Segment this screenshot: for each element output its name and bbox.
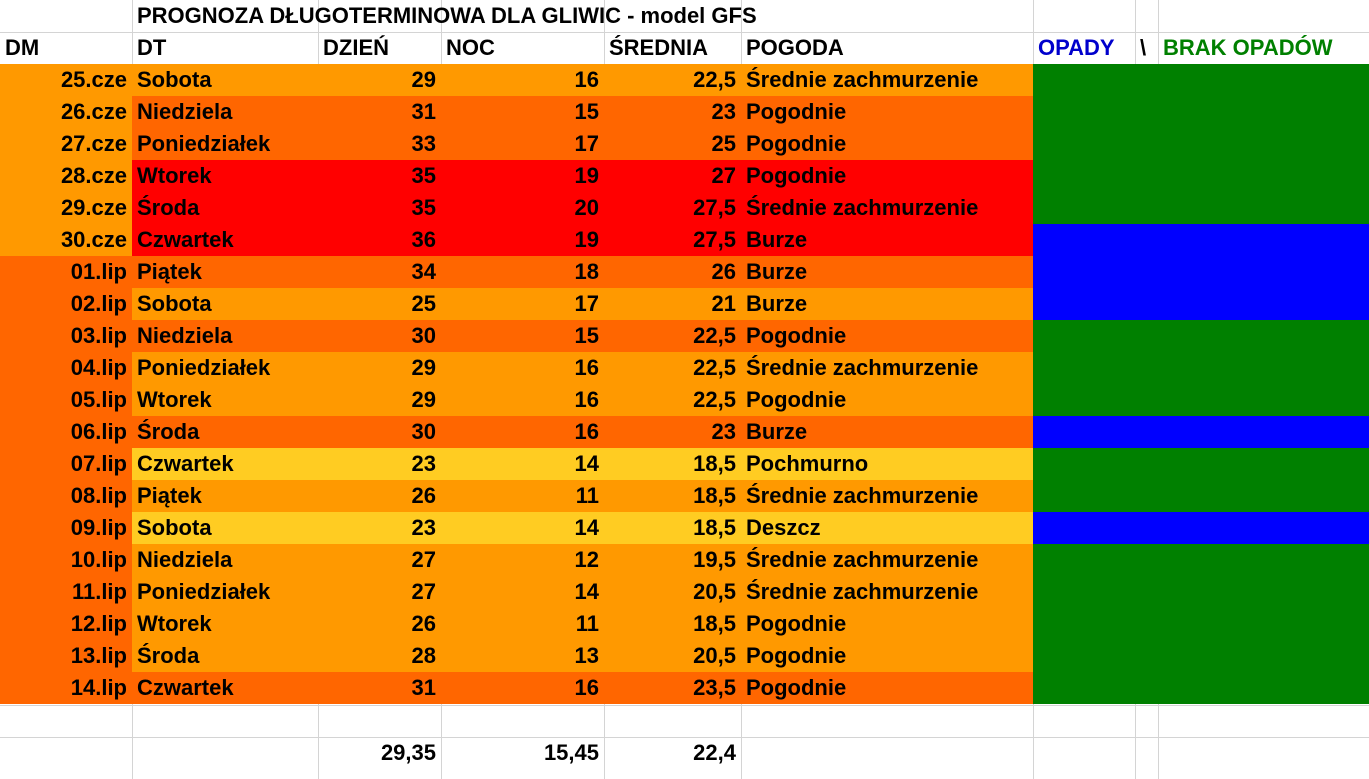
row-date[interactable]: 05.lip (70, 387, 127, 412)
row-average-temp[interactable]: 23,5 (693, 675, 736, 700)
row-weekday[interactable]: Poniedziałek (137, 355, 271, 380)
header-dt[interactable]: DT (137, 35, 167, 60)
row-day-temp[interactable]: 36 (411, 227, 436, 252)
row-day-temp[interactable]: 25 (411, 291, 436, 316)
row-average-temp[interactable]: 20,5 (693, 579, 736, 604)
row-weather[interactable]: Średnie zachmurzenie (746, 579, 979, 604)
row-night-temp[interactable]: 16 (574, 67, 599, 92)
header-no-rain[interactable]: BRAK OPADÓW (1163, 35, 1333, 60)
grid-hline (0, 705, 1369, 706)
row-weekday[interactable]: Niedziela (137, 323, 233, 348)
no-rain-marker (1033, 64, 1369, 96)
total-average[interactable]: 22,4 (693, 740, 736, 765)
total-day[interactable]: 29,35 (380, 740, 436, 765)
row-day-temp[interactable]: 34 (411, 259, 436, 284)
header-night[interactable]: NOC (446, 35, 495, 60)
row-average-temp[interactable]: 19,5 (693, 547, 736, 572)
row-average-temp[interactable]: 21 (711, 291, 736, 316)
row-night-temp[interactable]: 16 (574, 675, 599, 700)
row-night-temp[interactable]: 14 (574, 579, 599, 604)
row-day-temp[interactable]: 26 (411, 611, 436, 636)
header-dm[interactable]: DM (5, 35, 40, 60)
row-weather[interactable]: Pogodnie (746, 611, 847, 636)
row-weather[interactable]: Pogodnie (746, 675, 847, 700)
row-night-temp[interactable]: 16 (574, 355, 599, 380)
row-average-temp[interactable]: 18,5 (693, 483, 736, 508)
rain-marker (1033, 416, 1369, 448)
header-day[interactable]: DZIEŃ (323, 35, 389, 60)
no-rain-marker (1033, 480, 1369, 512)
row-date[interactable]: 11.lip (71, 579, 127, 604)
row-weather[interactable]: Średnie zachmurzenie (746, 355, 979, 380)
row-weekday[interactable]: Sobota (137, 515, 212, 540)
row-day-temp[interactable]: 30 (411, 419, 436, 444)
row-weekday[interactable]: Piątek (137, 483, 202, 508)
row-night-temp[interactable]: 16 (574, 387, 599, 412)
row-weather[interactable]: Średnie zachmurzenie (746, 67, 979, 92)
row-day-temp[interactable]: 31 (411, 675, 436, 700)
no-rain-marker (1033, 128, 1369, 160)
no-rain-marker (1033, 352, 1369, 384)
row-weather[interactable]: Pogodnie (746, 643, 847, 668)
row-day-temp[interactable]: 23 (411, 515, 436, 540)
row-night-temp[interactable]: 17 (574, 131, 599, 156)
row-weekday[interactable]: Wtorek (137, 387, 212, 412)
row-date[interactable]: 26.cze (60, 99, 127, 124)
row-weather[interactable]: Pogodnie (746, 323, 847, 348)
row-weekday[interactable]: Piątek (137, 259, 202, 284)
rain-marker (1033, 288, 1369, 320)
row-day-temp[interactable]: 27 (411, 579, 436, 604)
row-weekday[interactable]: Czwartek (137, 227, 234, 252)
row-date[interactable]: 13.lip (70, 643, 127, 668)
row-weather[interactable]: Pogodnie (746, 99, 847, 124)
row-night-temp[interactable]: 16 (574, 419, 599, 444)
row-average-temp[interactable]: 22,5 (693, 355, 736, 380)
no-rain-marker (1033, 320, 1369, 352)
row-night-temp[interactable]: 19 (574, 163, 599, 188)
header-average[interactable]: ŚREDNIA (609, 35, 709, 60)
row-weekday[interactable]: Czwartek (137, 675, 234, 700)
row-day-temp[interactable]: 27 (411, 547, 436, 572)
row-weather[interactable]: Deszcz (746, 515, 821, 540)
row-night-temp[interactable]: 15 (574, 323, 599, 348)
row-day-temp[interactable]: 35 (411, 163, 436, 188)
row-average-temp[interactable]: 23 (711, 419, 736, 444)
row-night-temp[interactable]: 14 (574, 515, 599, 540)
row-day-temp[interactable]: 33 (411, 131, 436, 156)
row-night-temp[interactable]: 17 (574, 291, 599, 316)
row-average-temp[interactable]: 22,5 (693, 67, 736, 92)
no-rain-marker (1033, 160, 1369, 192)
row-weekday[interactable]: Sobota (137, 67, 212, 92)
row-date[interactable]: 03.lip (70, 323, 127, 348)
row-night-temp[interactable]: 13 (574, 643, 599, 668)
row-average-temp[interactable]: 25 (711, 131, 736, 156)
row-weekday[interactable]: Środa (137, 643, 200, 668)
row-date[interactable]: 04.lip (70, 355, 127, 380)
rain-marker (1033, 512, 1369, 544)
row-date[interactable]: 06.lip (70, 419, 127, 444)
no-rain-marker (1033, 608, 1369, 640)
row-day-temp[interactable]: 28 (411, 643, 436, 668)
row-weather[interactable]: Burze (746, 259, 808, 284)
row-weather[interactable]: Pogodnie (746, 131, 847, 156)
no-rain-marker (1033, 384, 1369, 416)
row-weather[interactable]: Pogodnie (746, 387, 847, 412)
row-night-temp[interactable]: 11 (575, 483, 599, 508)
row-average-temp[interactable]: 20,5 (693, 643, 736, 668)
rain-marker (1033, 224, 1369, 256)
row-average-temp[interactable]: 22,5 (693, 387, 736, 412)
row-weekday[interactable]: Środa (137, 195, 200, 220)
no-rain-marker (1033, 576, 1369, 608)
row-day-temp[interactable]: 29 (411, 355, 436, 380)
row-weather[interactable]: Pochmurno (746, 451, 869, 476)
row-date[interactable]: 27.cze (60, 131, 127, 156)
row-weekday[interactable]: Niedziela (137, 547, 233, 572)
row-weekday[interactable]: Niedziela (137, 99, 233, 124)
row-average-temp[interactable]: 18,5 (693, 611, 736, 636)
row-weather[interactable]: Średnie zachmurzenie (746, 195, 979, 220)
row-average-temp[interactable]: 27,5 (693, 227, 736, 252)
no-rain-marker (1033, 192, 1369, 224)
row-day-temp[interactable]: 31 (411, 99, 436, 124)
no-rain-marker (1033, 672, 1369, 704)
row-weather[interactable]: Pogodnie (746, 163, 847, 188)
row-night-temp[interactable]: 20 (574, 195, 599, 220)
row-night-temp[interactable]: 18 (574, 259, 599, 284)
row-date[interactable]: 02.lip (70, 291, 127, 316)
rain-marker (1033, 256, 1369, 288)
row-date[interactable]: 30.cze (60, 227, 127, 252)
row-day-temp[interactable]: 29 (411, 387, 436, 412)
header-weather[interactable]: POGODA (746, 35, 844, 60)
row-date[interactable]: 08.lip (70, 483, 127, 508)
row-weekday[interactable]: Środa (137, 419, 200, 444)
row-date[interactable]: 28.cze (60, 163, 127, 188)
row-average-temp[interactable]: 18,5 (693, 451, 736, 476)
row-weather[interactable]: Burze (746, 227, 808, 252)
row-weekday[interactable]: Poniedziałek (137, 579, 271, 604)
row-day-temp[interactable]: 29 (411, 67, 436, 92)
total-night[interactable]: 15,45 (543, 740, 599, 765)
row-weekday[interactable]: Wtorek (137, 611, 212, 636)
row-day-temp[interactable]: 30 (411, 323, 436, 348)
no-rain-marker (1033, 448, 1369, 480)
row-date[interactable]: 01.lip (70, 259, 127, 284)
row-date[interactable]: 10.lip (70, 547, 127, 572)
no-rain-marker (1033, 544, 1369, 576)
row-average-temp[interactable]: 18,5 (693, 515, 736, 540)
header-rain[interactable]: OPADY (1038, 35, 1115, 60)
row-average-temp[interactable]: 23 (711, 99, 736, 124)
row-night-temp[interactable]: 15 (574, 99, 599, 124)
no-rain-marker (1033, 640, 1369, 672)
row-day-temp[interactable]: 23 (411, 451, 436, 476)
row-average-temp[interactable]: 26 (711, 259, 736, 284)
row-night-temp[interactable]: 11 (575, 611, 599, 636)
header-separator[interactable]: \ (1140, 35, 1147, 60)
row-date[interactable]: 14.lip (70, 675, 127, 700)
row-weekday[interactable]: Czwartek (137, 451, 234, 476)
row-date[interactable]: 09.lip (70, 515, 127, 540)
row-weekday[interactable]: Poniedziałek (137, 131, 271, 156)
row-day-temp[interactable]: 35 (411, 195, 436, 220)
row-date[interactable]: 12.lip (70, 611, 127, 636)
row-weather[interactable]: Burze (746, 291, 808, 316)
row-weather[interactable]: Burze (746, 419, 808, 444)
row-weekday[interactable]: Sobota (137, 291, 212, 316)
row-average-temp[interactable]: 27,5 (693, 195, 736, 220)
row-night-temp[interactable]: 14 (574, 451, 599, 476)
row-date[interactable]: 25.cze (60, 67, 127, 92)
row-night-temp[interactable]: 12 (574, 547, 599, 572)
row-date[interactable]: 07.lip (70, 451, 127, 476)
row-average-temp[interactable]: 22,5 (693, 323, 736, 348)
row-night-temp[interactable]: 19 (574, 227, 599, 252)
row-date[interactable]: 29.cze (60, 195, 127, 220)
row-weather[interactable]: Średnie zachmurzenie (746, 483, 979, 508)
row-average-temp[interactable]: 27 (711, 163, 736, 188)
row-weather[interactable]: Średnie zachmurzenie (746, 547, 979, 572)
row-weekday[interactable]: Wtorek (137, 163, 212, 188)
row-day-temp[interactable]: 26 (411, 483, 436, 508)
no-rain-marker (1033, 96, 1369, 128)
sheet-title: PROGNOZA DŁUGOTERMINOWA DLA GLIWIC - model GFS (137, 3, 757, 28)
